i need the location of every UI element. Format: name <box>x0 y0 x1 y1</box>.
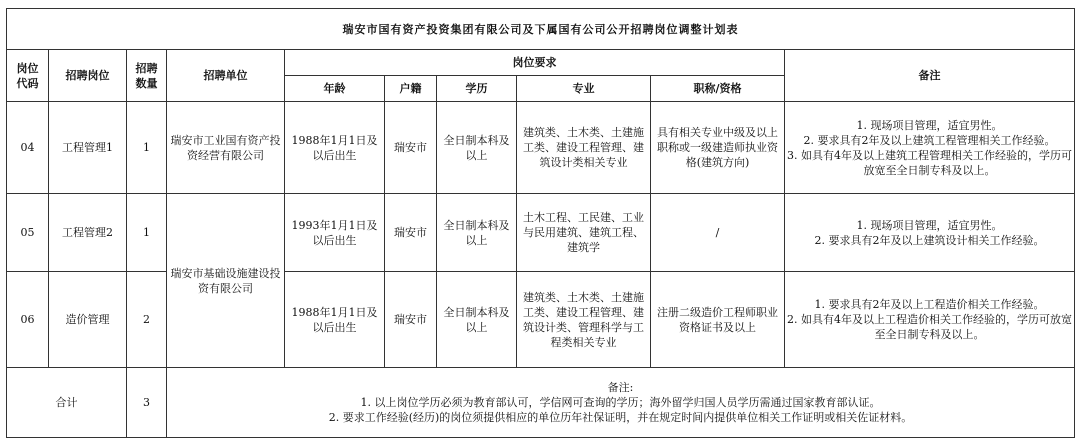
total-row <box>7 368 1075 438</box>
cell-remarks <box>785 272 1075 368</box>
header-age: 年龄 <box>285 76 385 102</box>
header-requirements: 岗位要求 <box>285 50 785 76</box>
table-row <box>7 102 1075 194</box>
header-remarks: 备注 <box>785 50 1075 102</box>
cell-count: 1 <box>127 194 167 272</box>
remark-line: 1. 要求具有2年及以上工程造价相关工作经验。 <box>814 298 1045 311</box>
table-row <box>7 194 1075 272</box>
header-code-line-2: 代码 <box>16 76 39 90</box>
cell-major: 建筑类、土木类、土建施工类、建设工程管理、建筑设计类、管理科学与工程类相关专业 <box>517 272 651 368</box>
remark-line: 1. 现场项目管理，适宜男性。 <box>856 218 1003 232</box>
cell-major: 土木工程、工民建、工业与民用建筑、建筑工程、建筑学 <box>517 194 651 272</box>
header-hukou: 户籍 <box>385 76 437 102</box>
cell-hukou: 瑞安市 <box>385 272 437 368</box>
note-line: 1. 以上岗位学历必须为教育部认可，学信网可查询的学历；海外留学归国人员学历需通过国家教育部认证。 <box>360 396 881 409</box>
remark-line: 2. 如具有4年及以上工程造价相关工作经验的，学历可放宽至全日制专科及以上。 <box>787 313 1073 341</box>
cell-position: 工程管理1 <box>49 102 127 194</box>
cell-code: 06 <box>7 272 49 368</box>
header-code <box>7 50 49 102</box>
cell-position: 造价管理 <box>49 272 127 368</box>
recruitment-plan-table <box>6 8 1075 438</box>
cell-title-qualification: 注册二级造价工程师职业资格证书及以上 <box>651 272 785 368</box>
cell-hukou: 瑞安市 <box>385 194 437 272</box>
cell-age: 1988年1月1日及以后出生 <box>285 272 385 368</box>
cell-unit: 瑞安市工业国有资产投资经营有限公司 <box>167 102 285 194</box>
cell-unit-merged: 瑞安市基础设施建设投资有限公司 <box>167 194 285 368</box>
header-position: 招聘岗位 <box>49 50 127 102</box>
remark-line: 2. 要求具有2年及以上建筑工程管理相关工作经验。 <box>803 133 1056 147</box>
cell-position: 工程管理2 <box>49 194 127 272</box>
cell-education: 全日制本科及以上 <box>437 102 517 194</box>
header-count <box>127 50 167 102</box>
note-line: 2. 要求工作经验(经历)的岗位须提供相应的单位历年社保证明，并在规定时间内提供单位相关工作证明或相关佐证材料。 <box>328 411 913 424</box>
cell-code: 05 <box>7 194 49 272</box>
total-count: 3 <box>127 368 167 438</box>
cell-count: 2 <box>127 272 167 368</box>
header-title-qualification: 职称/资格 <box>651 76 785 102</box>
cell-age: 1993年1月1日及以后出生 <box>285 194 385 272</box>
total-label: 合计 <box>7 368 127 438</box>
total-notes <box>167 368 1075 438</box>
cell-education: 全日制本科及以上 <box>437 194 517 272</box>
cell-age: 1988年1月1日及以后出生 <box>285 102 385 194</box>
page-title: 瑞安市国有资产投资集团有限公司及下属国有公司公开招聘岗位调整计划表 <box>7 9 1075 50</box>
header-count-line-1: 招聘 <box>135 61 158 75</box>
cell-code: 04 <box>7 102 49 194</box>
header-major: 专业 <box>517 76 651 102</box>
notes-heading: 备注: <box>607 381 634 394</box>
header-code-line-1: 岗位 <box>16 61 39 75</box>
cell-count: 1 <box>127 102 167 194</box>
cell-title-qualification: 具有相关专业中级及以上职称或一级建造师执业资格(建筑方向) <box>651 102 785 194</box>
remark-line: 3. 如具有4年及以上建筑工程管理相关工作经验的，学历可放宽至全日制专科及以上。 <box>787 148 1073 177</box>
header-education: 学历 <box>437 76 517 102</box>
remark-line: 1. 现场项目管理，适宜男性。 <box>856 118 1003 132</box>
cell-education: 全日制本科及以上 <box>437 272 517 368</box>
cell-remarks <box>785 194 1075 272</box>
cell-remarks <box>785 102 1075 194</box>
header-count-line-2: 数量 <box>135 76 158 90</box>
cell-title-qualification: / <box>651 194 785 272</box>
cell-hukou: 瑞安市 <box>385 102 437 194</box>
remark-line: 2. 要求具有2年及以上建筑设计相关工作经验。 <box>814 233 1045 247</box>
cell-major: 建筑类、土木类、土建施工类、建设工程管理、建筑设计类相关专业 <box>517 102 651 194</box>
header-unit: 招聘单位 <box>167 50 285 102</box>
